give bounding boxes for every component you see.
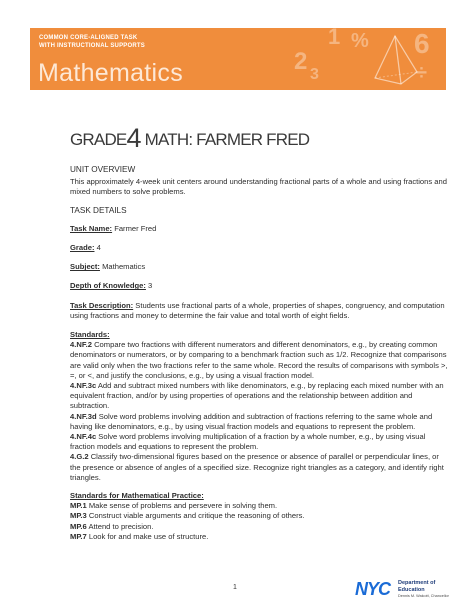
depth-of-knowledge-field [70,281,450,291]
practice-text: Construct viable arguments and critique the reasoning of others. [86,511,305,521]
practice-code: MP.6 [70,521,87,531]
logo-department-text [398,580,435,593]
nyc-doe-logo [355,578,450,600]
practice-text: Attend to precision. [86,521,154,531]
practice-code: MP.7 [70,531,87,541]
practice-item [70,532,450,542]
standard-text: Solve word problems involving addition and subtraction of fractions referring to the same whole and having like denominators, e.g., by using visual fraction models and equations to represent the problem. [70,411,433,431]
art-glyph: ÷ [416,62,427,84]
pyramid-icon [371,34,419,86]
standard-item [70,412,450,432]
practice-item [70,501,450,511]
art-glyph: 6 [414,28,430,59]
standard-code: 4.NF.2 [70,340,92,350]
standard-code: 4.NF.4c [70,432,97,442]
practice-code: MP.3 [70,511,87,521]
title-grade-number: 4 [126,123,141,153]
practice-standards-heading: Standards for Mathematical Practice: [70,491,204,501]
subject-field [70,262,450,272]
grade-value: 4 [94,243,101,253]
standard-item [70,340,450,381]
practice-item [70,522,450,532]
depth-value: 3 [145,281,153,291]
art-glyph: % [351,30,369,52]
title-rest: MATH: FARMER FRED [144,130,310,149]
banner-subject-title: Mathematics [38,59,184,87]
unit-overview-heading: UNIT OVERVIEW [70,165,136,174]
standard-text: Compare two fractions with different numerators and different denominators, e.g., by creating common denominators or numerators, or by comparing to a benchmark fraction such as 1/2. Recognize that comparisons are valid only when the two fractions refer to the same whole. Record the results of comparisons with symbols >, =, or <, and justify the conclusions, e.g., by using a visual fraction model. [70,340,448,380]
standards-heading: Standards: [70,330,110,340]
standard-code: 4.NF.3d [70,411,97,421]
subject-value: Mathematics [99,262,146,272]
header-banner [30,28,446,90]
banner-math-illustration [276,28,446,90]
standard-code: 4.NF.3c [70,381,97,391]
standard-text: Solve word problems involving multiplication of a fraction by a whole number, e.g., by using visual fraction models and equations to represent the problem. [70,432,426,452]
practice-code: MP.1 [70,501,87,511]
tagline-line-1: COMMON CORE-ALIGNED TASK [39,35,138,41]
banner-tagline [39,34,239,50]
page-number: 1 [233,584,237,591]
practice-text: Look for and make use of structure. [86,531,209,541]
subject-label: Subject: [70,262,100,272]
title-grade-word: GRADE [70,130,127,149]
depth-label: Depth of Knowledge: [70,281,146,291]
document-title [70,118,450,158]
art-glyph: 3 [310,66,319,83]
practice-item [70,511,450,521]
standard-item [70,452,450,483]
nyc-logo-mark: NYC [355,579,391,599]
task-name-value: Farmer Fred [112,223,157,233]
tagline-line-2: WITH INSTRUCTIONAL SUPPORTS [39,43,145,49]
logo-chancellor-text: Dennis M. Walcott, Chancellor [398,594,449,598]
logo-line-2: Education [398,586,425,593]
standard-item [70,381,450,412]
grade-label: Grade: [70,243,95,253]
task-description-field [70,301,450,321]
art-glyph: 1 [328,28,341,49]
logo-line-1: Department of [398,580,436,586]
task-details-heading: TASK DETAILS [70,205,127,215]
document-body [70,165,450,542]
standard-item [70,432,450,452]
art-glyph: 2 [294,48,308,75]
practice-text: Make sense of problems and persevere in solving them. [86,501,278,511]
description-value: Students use fractional parts of a whole, properties of shapes, congruency, and computation using fractions and money to determine the fair value and total worth of eight fields. [70,300,445,320]
grade-field [70,243,450,253]
task-name-label: Task Name: [70,223,113,233]
unit-overview-text: This approximately 4-week unit centers around understanding fractional parts of a whole and using fractions and mixed numbers to solve problems. [70,177,447,197]
standard-code: 4.G.2 [70,452,89,462]
standard-text: Classify two-dimensional figures based on the presence or absence of parallel or perpendicular lines, or the presence or absence of angles of a specified size. Recognize right triangles as a category, and identify right triangles. [70,452,444,482]
description-label: Task Description: [70,300,134,310]
task-name-field [70,224,450,234]
standard-text: Add and subtract mixed numbers with like denominators, e.g., by replacing each mixed number with an equivalent fraction, and/or by using properties of operations and the relationship between addition and subtraction. [70,381,444,411]
